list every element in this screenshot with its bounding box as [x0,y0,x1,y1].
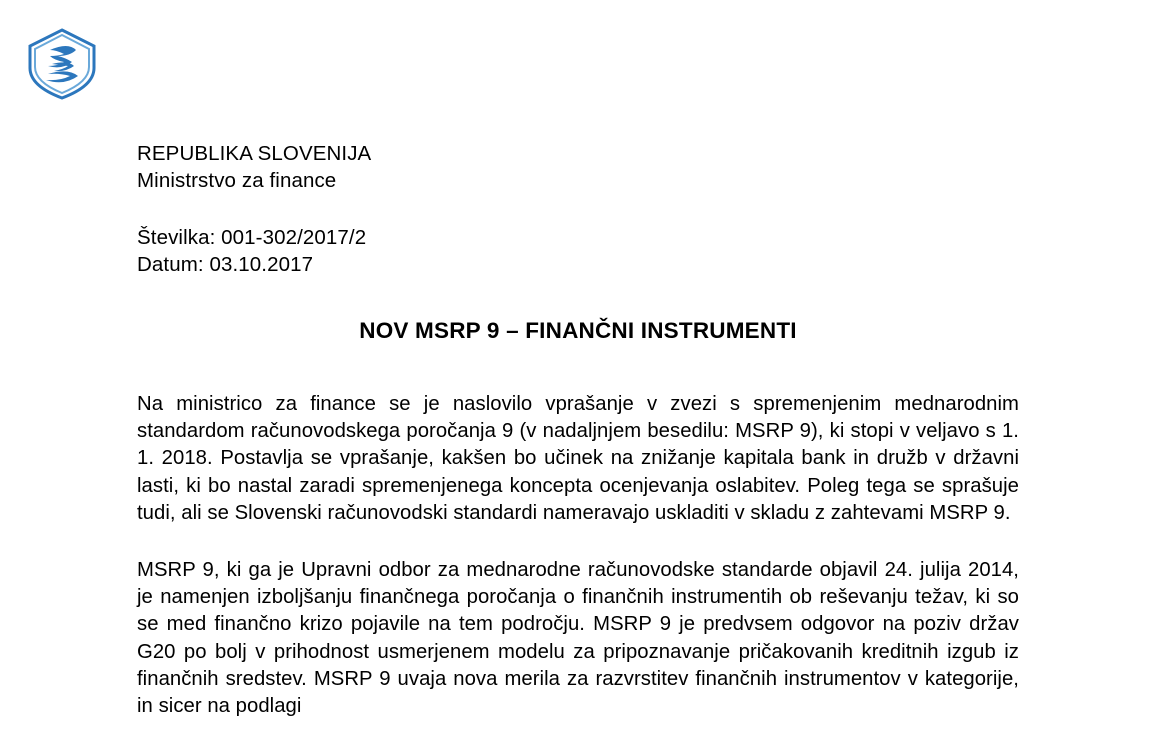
document-date: Datum: 03.10.2017 [137,253,314,276]
page-title: NOV MSRP 9 – FINANČNI INSTRUMENTI [359,318,797,343]
document-number: Številka: 001-302/2017/2 [137,226,367,249]
document-content [137,140,1019,720]
document-meta [137,224,1019,278]
country-name: REPUBLIKA SLOVENIJA [137,142,372,165]
paragraph: MSRP 9, ki ga je Upravni odbor za mednarodne računovodske standarde objavil 24. julija 2014, je namenjen izboljšanju finančnega poročanja o finančnih instrumentih ob reševanju težav, ki so se med finančno krizo pojavile na tem področju. MSRP 9 je predvsem odgovor na poziv držav G20 po bolj v prihodnost usmerjenem modelu za pripoznavanje pričakovanih kreditnih izgub iz finančnih sredstev. MSRP 9 uvaja nova merila za razvrstitev finančnih instrumentov v kategorije, in sicer na podlagi [137,559,1019,718]
paragraph: Na ministrico za finance se je naslovilo vprašanje v zvezi s spremenjenim mednarodnim standardom računovodskega poročanja 9 (v nadaljnjem besedilu: MSRP 9), ki stopi v veljavo s 1. 1. 2018. Postavlja se vprašanje, kakšen bo učinek na znižanje kapitala bank in družb v državni lasti, ki bo nastal zaradi spremenjenega koncepta ocenjevanja oslabitev. Poleg tega se sprašuje tudi, ali se Slovenski računovodski standardi nameravajo uskladiti v skladu z zahtevami MSRP 9. [137,393,1019,524]
slovenia-coat-of-arms-icon [22,28,102,100]
ministry-name: Ministrstvo za finance [137,169,337,192]
